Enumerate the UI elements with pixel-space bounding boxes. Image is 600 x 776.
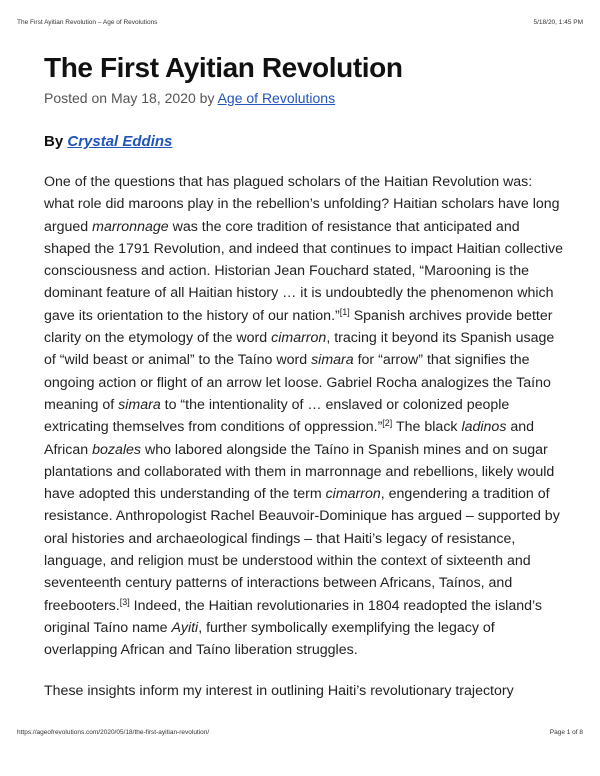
by-label: By [44,133,64,150]
page-indicator: Page 1 of 8 [549,729,583,736]
author-link[interactable]: Crystal Eddins [67,133,173,150]
article-title: The First Ayitian Revolution [44,52,403,83]
posted-on-text: Posted on May 18, 2020 by [44,90,215,106]
print-timestamp: 5/18/20, 1:45 PM [533,19,583,26]
print-footer [17,729,583,736]
footnote-1-link[interactable]: [1] [339,306,350,317]
article [44,50,564,702]
site-link[interactable]: Age of Revolutions [217,90,336,106]
body-paragraph-2: These insights inform my interest in outlining Haiti’s revolutionary trajectory [44,682,514,699]
print-url: https://ageofrevolutions.com/2020/05/18/the-first-ayitian-revolution/ [17,729,210,736]
body-paragraph-1: One of the questions that has plagued scholars of the Haitian Revolution was: what role did maroons play in the rebellion’s unfolding? Haitian scholars have long argued marronnage was the core tradition of resistance that anticipated and shaped the 1791 Revolution, and indeed that continues to impact Haitian collective consciousness and action. Historian Jean Fouchard stated, “Marooning is the dominant feature of all Haitian history … it is undoubtedly the phenomenon which gave its orientation to the history of our nation.”[1] Spanish archives provide better clarity on the etymology of the word cimarron, tracing it beyond its Spanish usage of “wild beast or animal” to the Taíno word simara for “arrow” that signifies the ongoing action or flight of an arrow let loose. Gabriel Rocha analogizes the Taíno meaning of simara to “the intentionality of … enslaved or colonized people extricating themselves from conditions of oppression.”[2] The black ladinos and African bozales who labored alongside the Taíno in Spanish mines and on sugar plantations and collaborated with them in marronnage and rebellions, likely would have adopted this understanding of the term cimarron, engendering a tradition of resistance. Anthropologist Rachel Beauvoir-Dominique has argued – supported by oral histories and archaeological findings – that Haiti’s legacy of resistance, language, and religion must be understood within the context of sixteenth and seventeenth century patterns of interactions between Africans, Taínos, and freebooters.[3] Indeed, the Haitian revolutionaries in 1804 readopted the island’s original Taíno name Ayiti, further symbolically exemplifying the legacy of overlapping African and Taíno liberation struggles. [44,174,563,659]
footnote-3-link[interactable]: [3] [119,596,130,607]
post-meta [44,89,564,107]
byline [44,131,564,153]
print-header [17,19,583,26]
print-page-title: The First Ayitian Revolution – Age of Revolutions [17,19,158,26]
footnote-2-link[interactable]: [2] [382,418,393,429]
